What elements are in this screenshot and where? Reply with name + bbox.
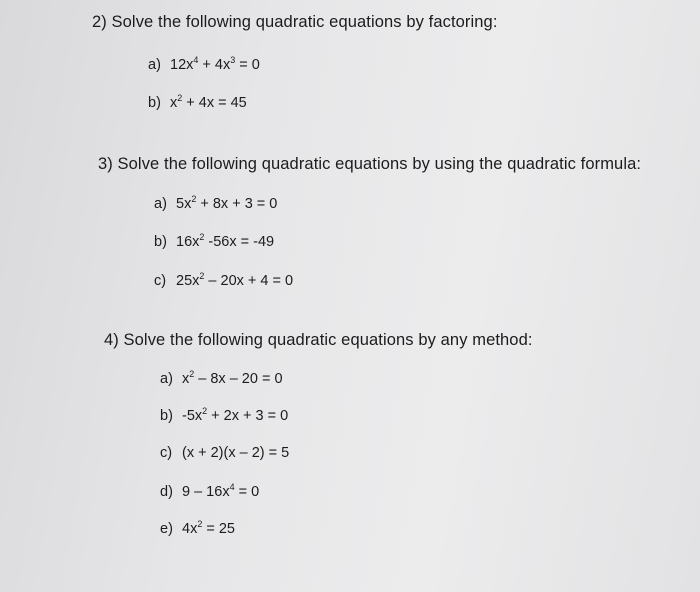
question-4-item-d (160, 484, 259, 500)
equation-text: 4x (182, 521, 198, 537)
equation-text: = 0 (234, 484, 260, 500)
question-3-item-b (154, 234, 274, 250)
question-3-item-c (154, 273, 293, 289)
item-letter: e) (160, 521, 173, 537)
equation-text: – 8x – 20 = 0 (194, 371, 283, 387)
question-2-item-b (148, 95, 247, 111)
exponent: 4 (193, 55, 199, 66)
item-letter: d) (160, 484, 173, 500)
item-letter: a) (160, 371, 173, 387)
exponent: 2 (199, 232, 205, 243)
item-letter: b) (154, 234, 167, 250)
exponent: 2 (177, 93, 183, 104)
equation-text: x (182, 371, 190, 387)
item-letter: c) (154, 273, 167, 289)
equation-text: 12x (170, 57, 194, 73)
equation-text: + 8x + 3 = 0 (196, 196, 278, 212)
equation-text: 9 – 16x (182, 484, 230, 500)
question-4-item-c (160, 445, 289, 461)
exponent: 2 (199, 271, 205, 282)
item-letter: b) (160, 408, 173, 424)
equation-text: – 20x + 4 = 0 (204, 273, 294, 289)
question-4-item-e (160, 521, 235, 537)
equation-text: (x + 2)(x – 2) = 5 (182, 445, 290, 461)
equation-text: 16x (176, 234, 200, 250)
equation-text: 25x (176, 273, 200, 289)
equation-text: + 4x (198, 57, 231, 73)
item-letter: b) (148, 95, 161, 111)
equation-text: -5x (182, 408, 203, 424)
exponent: 2 (189, 369, 195, 380)
equation-text: x (170, 95, 178, 111)
question-3-title: 3) Solve the following quadratic equations by using the quadratic formula: (98, 155, 642, 173)
question-4-title: 4) Solve the following quadratic equations by any method: (104, 331, 533, 349)
exponent: 4 (229, 482, 235, 493)
equation-text: + 2x + 3 = 0 (207, 408, 289, 424)
equation-text: + 4x = 45 (182, 95, 247, 111)
item-letter: a) (148, 57, 161, 73)
equation-text: 5x (176, 196, 192, 212)
exponent: 2 (197, 519, 203, 530)
exponent: 3 (230, 55, 236, 66)
question-2-title: 2) Solve the following quadratic equations by factoring: (92, 13, 498, 31)
question-3-item-a (154, 196, 277, 212)
equation-text: = 0 (235, 57, 260, 73)
exponent: 2 (191, 194, 197, 205)
question-2-item-a (148, 57, 260, 73)
question-4-item-a (160, 371, 283, 387)
question-4-item-b (160, 408, 288, 424)
exponent: 2 (202, 406, 208, 417)
item-letter: a) (154, 196, 167, 212)
equation-text: -56x = -49 (204, 234, 275, 250)
equation-text: = 25 (202, 521, 235, 537)
item-letter: c) (160, 445, 173, 461)
